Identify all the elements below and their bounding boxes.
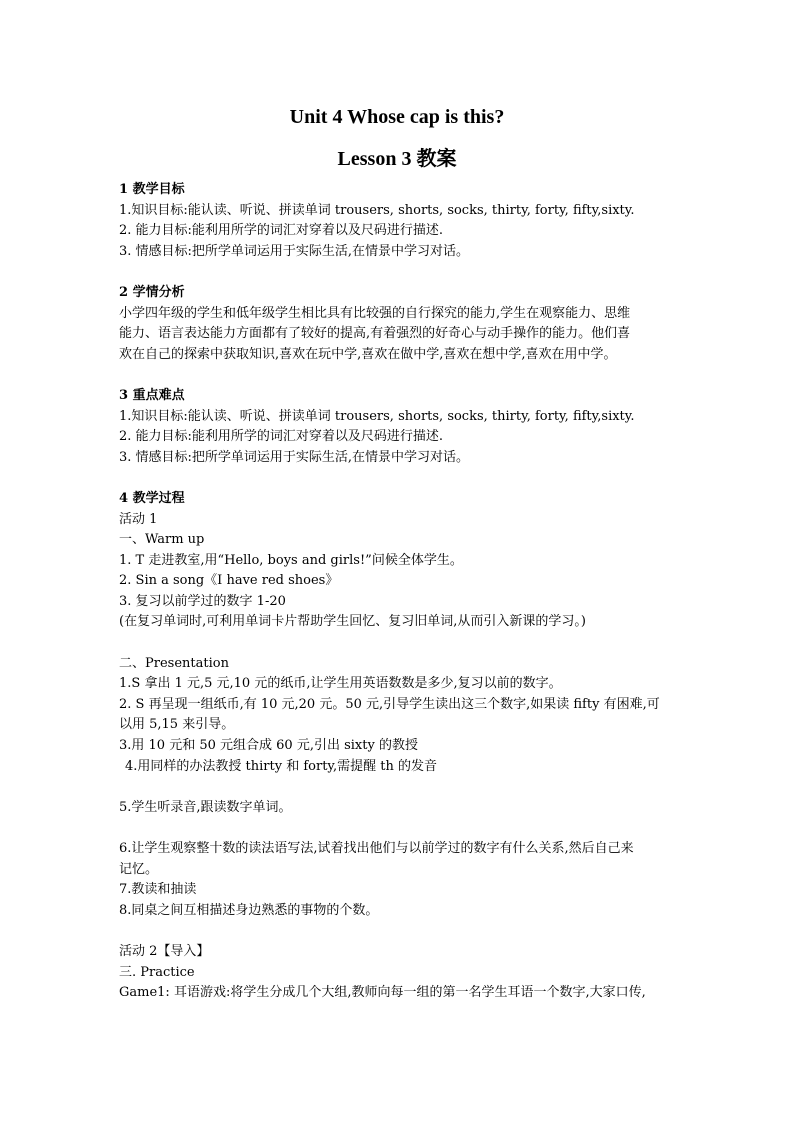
objective-line: 2. 能力目标:能利用所学的词汇对穿着以及尺码进行描述. <box>119 223 444 239</box>
section-heading-process: 4 教学过程 <box>119 490 185 506</box>
activity-label: 活动 2【导入】 <box>119 943 210 959</box>
section-heading-objectives: 1 教学目标 <box>119 182 185 197</box>
presentation-line: 1.S 拿出 1 元,5 元,10 元的纸币,让学生用英语数数是多少,复习以前的数字。 <box>119 676 562 692</box>
practice-line: Game1: 耳语游戏:将学生分成几个大组,教师向每一组的第一名学生耳语一个数字,大家口传, <box>119 985 646 1001</box>
objective-line: 1.知识目标:能认读、听说、拼读单词 trousers, shorts, socks, thirty, forty, fifty,sixty. <box>119 202 635 218</box>
key-point-line: 3. 情感目标:把所学单词运用于实际生活,在情景中学习对话。 <box>119 449 470 465</box>
section-heading-key-points: 3 重点难点 <box>119 387 185 403</box>
warmup-line: 2. Sin a song《I have red shoes》 <box>119 573 339 589</box>
analysis-line: 欢在自己的探索中获取知识,喜欢在玩中学,喜欢在做中学,喜欢在想中学,喜欢在用中学。 <box>119 346 617 362</box>
warmup-line: 一、Warm up <box>119 532 205 548</box>
step-line: 5.学生听录音,跟读数字单词。 <box>119 799 292 815</box>
analysis-line: 小学四年级的学生和低年级学生相比具有比较强的自行探究的能力,学生在观察能力、思维 <box>119 305 631 321</box>
document-title: Unit 4 Whose cap is this? <box>289 106 505 128</box>
presentation-line: 4.用同样的办法教授 thirty 和 forty,需提醒 th 的发音 <box>125 758 438 774</box>
key-point-line: 1.知识目标:能认读、听说、拼读单词 trousers, shorts, socks, thirty, forty, fifty,sixty. <box>119 408 635 424</box>
warmup-line: (在复习单词时,可利用单词卡片帮助学生回忆、复习旧单词,从而引入新课的学习。) <box>119 614 586 630</box>
step-line: 8.同桌之间互相描述身边熟悉的事物的个数。 <box>119 902 379 918</box>
document-subtitle: Lesson 3 教案 <box>337 148 457 170</box>
presentation-line: 二、Presentation <box>119 655 229 671</box>
presentation-line: 2. S 再呈现一组纸币,有 10 元,20 元。50 元,引导学生读出这三个数字,如果读 fifty 有困难,可 <box>119 696 660 712</box>
warmup-line: 3. 复习以前学过的数字 1-20 <box>119 593 286 609</box>
activity-label: 活动 1 <box>119 511 158 527</box>
section-heading-analysis: 2 学情分析 <box>119 284 185 300</box>
analysis-line: 能力、语言表达能力方面都有了较好的提高,有着强烈的好奇心与动手操作的能力。他们喜 <box>119 326 631 342</box>
presentation-line: 3.用 10 元和 50 元组合成 60 元,引出 sixty 的教授 <box>119 738 418 754</box>
warmup-line: 1. T 走进教室,用“Hello, boys and girls!”问候全体学生。 <box>119 552 463 568</box>
document-body <box>119 180 679 1004</box>
step-line: 7.教读和抽读 <box>119 882 197 898</box>
key-point-line: 2. 能力目标:能利用所学的词汇对穿着以及尺码进行描述. <box>119 429 444 445</box>
step-line: 6.让学生观察整十数的读法语写法,试着找出他们与以前学过的数字有什么关系,然后自己来 <box>119 841 634 856</box>
presentation-line: 以用 5,15 来引导。 <box>119 717 235 733</box>
step-line: 记忆。 <box>119 861 159 877</box>
practice-line: 三. Practice <box>119 964 195 980</box>
objective-line: 3. 情感目标:把所学单词运用于实际生活,在情景中学习对话。 <box>119 243 470 259</box>
